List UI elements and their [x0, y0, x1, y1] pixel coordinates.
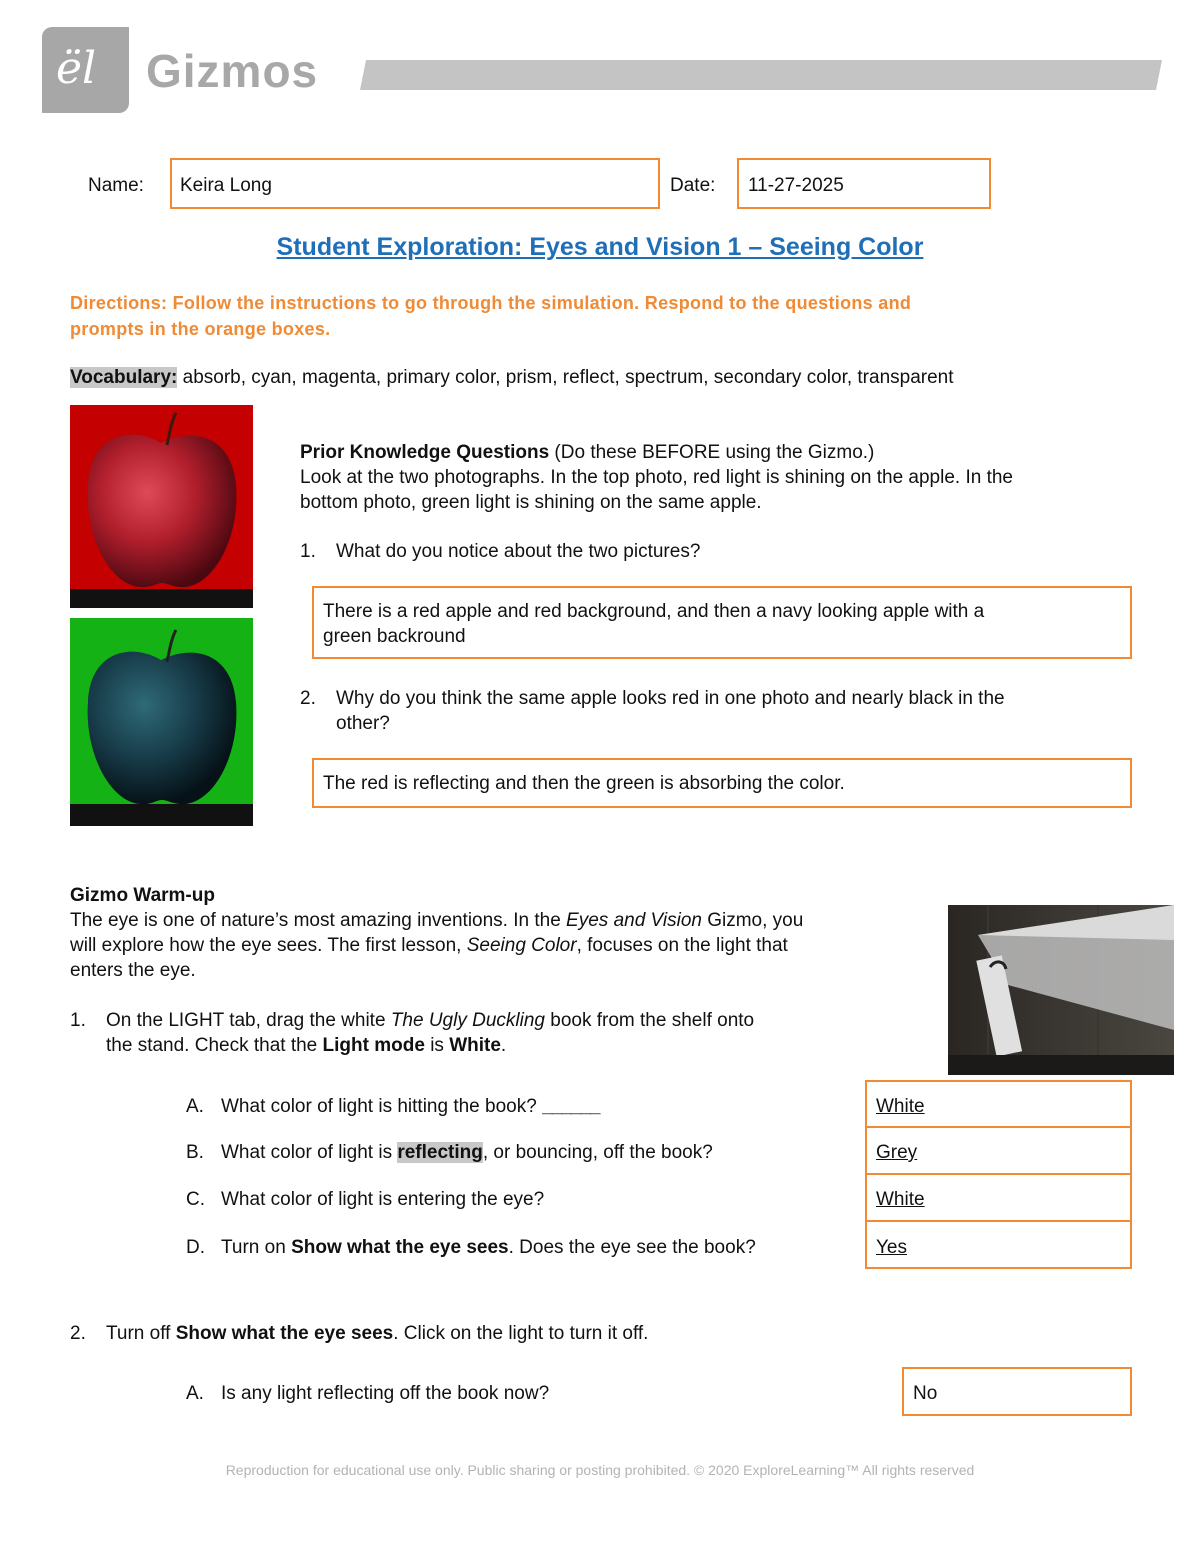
- name-value: Keira Long: [180, 175, 272, 196]
- q1d-text: [221, 1235, 756, 1260]
- vocabulary-label: Vocabulary:: [70, 367, 178, 388]
- prior-q1-text: What do you notice about the two pictures?: [336, 541, 701, 562]
- prior-heading: Prior Knowledge Questions: [300, 442, 550, 463]
- q1-book-title: The Ugly Duckling: [390, 1010, 545, 1031]
- warmup-text: The eye is one of nature’s most amazing inventions. In the: [70, 910, 567, 931]
- date-value: 11-27-2025: [748, 175, 844, 196]
- red-apple-photo: [70, 405, 253, 608]
- q1d-letter: D.: [186, 1237, 205, 1258]
- warmup-para-line-3: enters the eye.: [70, 960, 196, 981]
- q1-light-mode: Light mode: [322, 1035, 425, 1056]
- prior-q2-number: 2.: [300, 688, 316, 709]
- prior-intro-line-2: bottom photo, green light is shining on the same apple.: [300, 492, 762, 513]
- brand-name: Gizmos: [146, 45, 319, 97]
- q1c-text: What color of light is entering the eye?: [221, 1189, 545, 1210]
- prior-answer-2: The red is reflecting and then the green is absorbing the color.: [323, 773, 845, 794]
- prior-heading-note: (Do these BEFORE using the Gizmo.): [549, 442, 875, 463]
- warmup-gizmo-name: Eyes and Vision: [566, 910, 702, 931]
- q1-text: the stand. Check that the: [106, 1035, 323, 1056]
- vocabulary-terms: absorb, cyan, magenta, primary color, prism, reflect, spectrum, secondary color, transparent: [177, 367, 954, 388]
- warmup-para-line-1: [70, 908, 930, 933]
- q2a-answer: No: [913, 1383, 938, 1404]
- warmup-heading: Gizmo Warm-up: [70, 885, 215, 906]
- q1-text: is: [424, 1035, 450, 1056]
- footer: Reproduction for educational use only. Public sharing or posting prohibited. © 2020 ExploreLearning™ All rights reserved: [225, 1462, 975, 1478]
- warmup-q1-number: 1.: [70, 1010, 86, 1031]
- prior-q1-number: 1.: [300, 541, 316, 562]
- warmup-section: [70, 883, 930, 983]
- q1c-answer: White: [876, 1189, 925, 1210]
- warmup-lesson-name: Seeing Color: [466, 935, 577, 956]
- q1b-question: What color of light is: [221, 1142, 398, 1163]
- prior-knowledge-section: [300, 440, 1130, 515]
- page-title: Student Exploration: Eyes and Vision 1 – Seeing Color: [276, 233, 924, 261]
- prior-answer-1: [323, 599, 984, 649]
- directions: [70, 290, 911, 342]
- warmup-q2-number: 2.: [70, 1323, 86, 1344]
- q1b-answer: Grey: [876, 1142, 918, 1163]
- q1a-question: What color of light is hitting the book?: [221, 1096, 543, 1117]
- q1-text: On the LIGHT tab, drag the white: [106, 1010, 391, 1031]
- q2-text: . Click on the light to turn it off.: [393, 1323, 649, 1344]
- q1a-blank: ______: [542, 1096, 600, 1117]
- directions-line-1: Directions: Follow the instructions to go through the simulation. Respond to the questions and: [70, 293, 912, 313]
- gizmo-screenshot: [948, 905, 1174, 1075]
- warmup-q2-text: [106, 1321, 648, 1346]
- name-label: Name:: [88, 175, 144, 196]
- warmup-text: will explore how the eye sees. The first lesson,: [70, 935, 467, 956]
- date-label: Date:: [670, 175, 716, 196]
- vocabulary: [70, 365, 954, 390]
- directions-line-2: prompts in the orange boxes.: [70, 319, 331, 339]
- q1a-answer: White: [876, 1096, 925, 1117]
- green-apple-photo: [70, 618, 253, 826]
- q2a-letter: A.: [186, 1383, 204, 1404]
- q2a-text: Is any light reflecting off the book now?: [221, 1383, 550, 1404]
- prior-q2-line-2: other?: [336, 713, 390, 734]
- q2-show-eye: Show what the eye sees: [175, 1323, 394, 1344]
- q1-white: White: [449, 1035, 501, 1056]
- q1a-text: [221, 1094, 599, 1119]
- q1d-answer: Yes: [876, 1237, 907, 1258]
- warmup-text: , focuses on the light that: [576, 935, 788, 956]
- prior-q2-line-1: Why do you think the same apple looks red in one photo and nearly black in the: [336, 688, 1005, 709]
- q1b-reflecting: reflecting: [397, 1142, 483, 1163]
- q1d-show-eye: Show what the eye sees: [291, 1237, 509, 1258]
- q1b-question: , or bouncing, off the book?: [482, 1142, 713, 1163]
- prior-q2-text: [336, 686, 1005, 736]
- q1c-letter: C.: [186, 1189, 205, 1210]
- q1-text: book from the shelf onto: [544, 1010, 755, 1031]
- prior-answer-1-line-2: green backround: [323, 626, 466, 647]
- logo-mark-text: ël: [56, 43, 97, 94]
- logo-mark: [42, 27, 129, 113]
- prior-intro-line-1: Look at the two photographs. In the top photo, red light is shining on the apple. In the: [300, 467, 1014, 488]
- q1-text: .: [500, 1035, 507, 1056]
- q1b-text: [221, 1140, 713, 1165]
- header-bar: [360, 60, 1162, 92]
- warmup-para-line-2: [70, 933, 930, 958]
- warmup-q1-text: [106, 1008, 866, 1058]
- q1d-question: . Does the eye see the book?: [508, 1237, 756, 1258]
- q1b-letter: B.: [186, 1142, 204, 1163]
- q1d-question: Turn on: [221, 1237, 292, 1258]
- q2-text: Turn off: [106, 1323, 176, 1344]
- prior-answer-1-line-1: There is a red apple and red background, and then a navy looking apple with a: [323, 601, 985, 622]
- q1a-letter: A.: [186, 1096, 204, 1117]
- warmup-text: Gizmo, you: [701, 910, 804, 931]
